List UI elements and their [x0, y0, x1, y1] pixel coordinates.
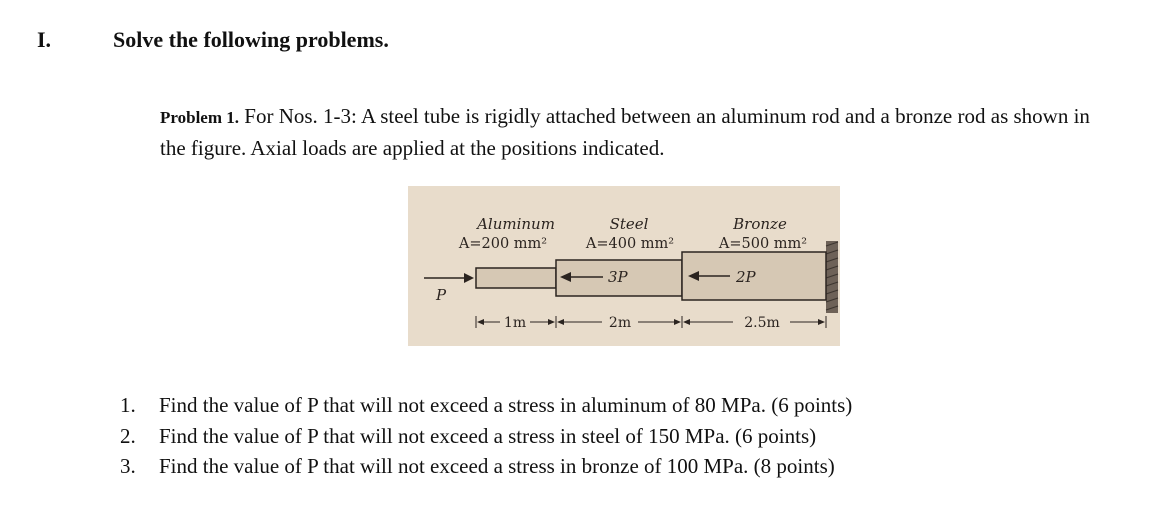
section-number: I. — [37, 27, 52, 52]
problem-label: Problem 1. — [160, 108, 240, 127]
steel-area: A=400 mm² — [585, 236, 675, 252]
question-item — [120, 421, 852, 452]
load-3p-label: 3P — [608, 268, 628, 286]
aluminum-area: A=200 mm² — [458, 236, 548, 252]
problem-text: For Nos. 1-3: A steel tube is rigidly attached between an aluminum rod and a bronze rod as shown in the figure. Axial loads are applied at the positions indicated. — [160, 104, 1090, 160]
rod-assembly-figure — [408, 186, 840, 346]
question-text: Find the value of P that will not exceed a stress in steel of 150 MPa. (6 points) — [159, 423, 817, 448]
length-bronze: 2.5m — [744, 315, 780, 331]
bronze-area: A=500 mm² — [718, 236, 808, 252]
aluminum-rod — [476, 268, 556, 288]
load-p-label: P — [436, 286, 447, 304]
load-2p-label: 2P — [736, 268, 756, 286]
question-number: 3. — [120, 454, 136, 478]
question-number: 2. — [120, 423, 136, 448]
question-item — [120, 451, 852, 482]
question-list — [120, 390, 852, 482]
question-item — [120, 390, 852, 421]
figure-drawing — [408, 186, 840, 346]
problem-statement — [160, 101, 1120, 163]
steel-label: Steel — [609, 215, 649, 233]
question-text: Find the value of P that will not exceed a stress in aluminum of 80 MPa. (6 points) — [159, 393, 853, 417]
section-title: Solve the following problems. — [113, 27, 389, 52]
question-text: Find the value of P that will not exceed a stress in bronze of 100 MPa. (8 points) — [159, 454, 835, 478]
bronze-label: Bronze — [733, 215, 787, 233]
aluminum-label: Aluminum — [477, 215, 555, 233]
question-number: 1. — [120, 393, 136, 417]
length-aluminum: 1m — [503, 315, 527, 331]
length-steel: 2m — [608, 315, 632, 331]
